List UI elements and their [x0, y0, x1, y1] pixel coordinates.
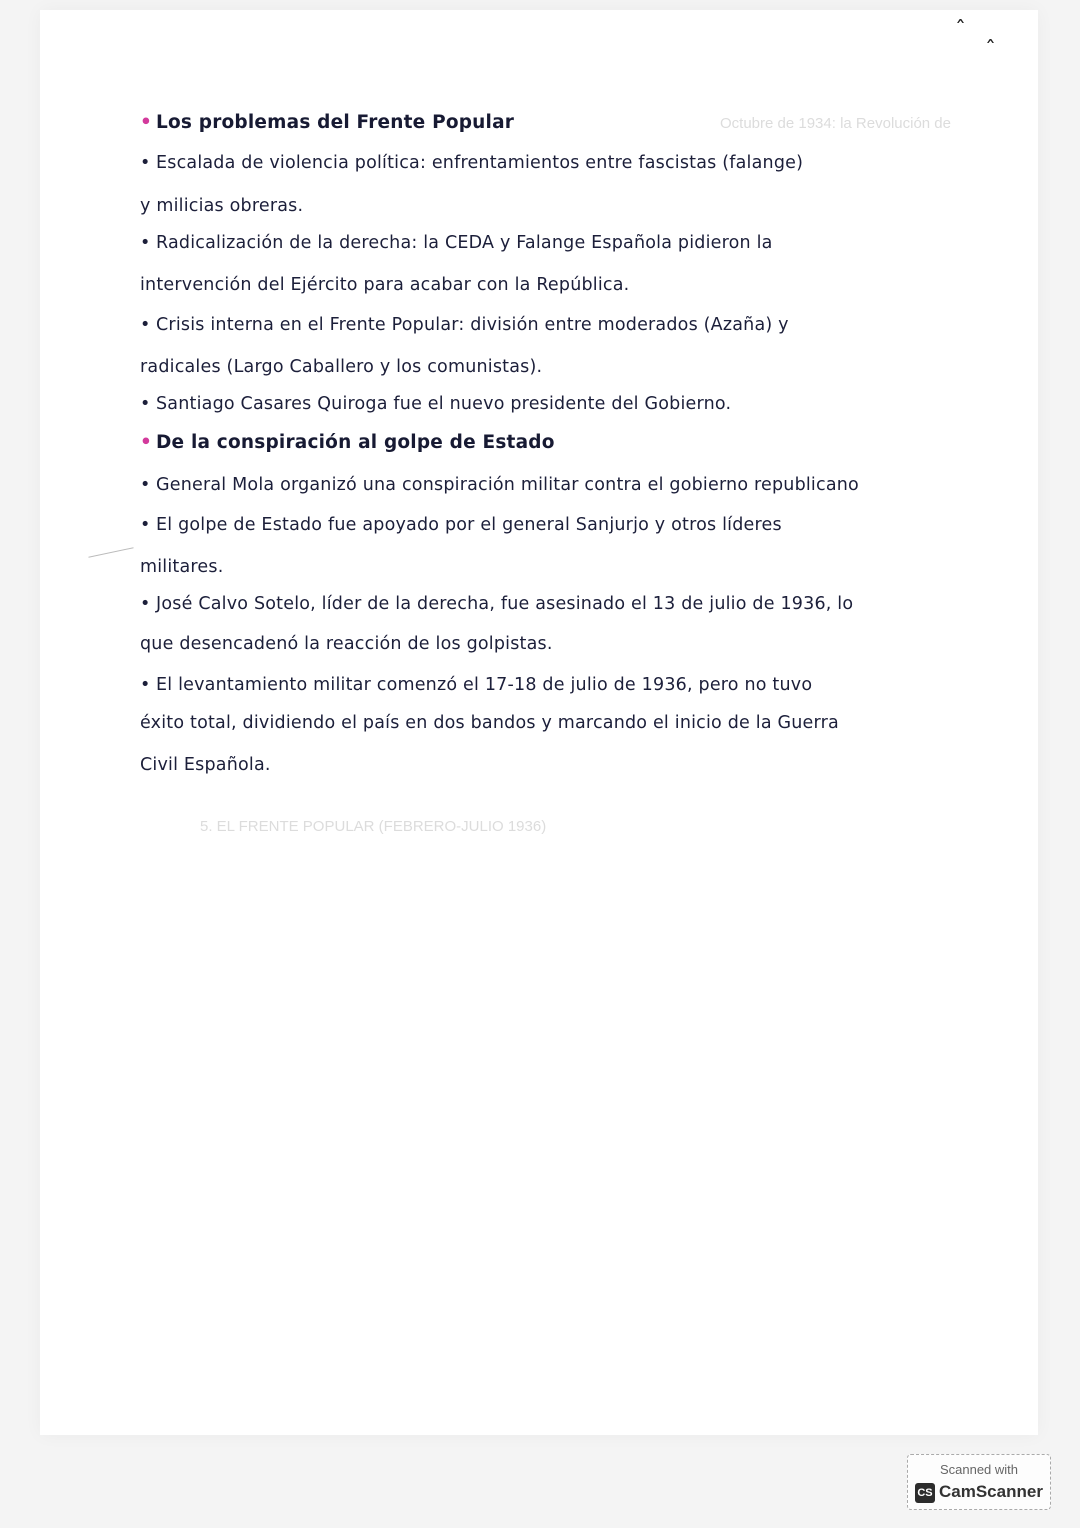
note-line [140, 394, 1020, 414]
watermark-brand: CamScanner [939, 1482, 1043, 1501]
bleed-through-heading: 5. EL FRENTE POPULAR (FEBRERO-JULIO 1936) [200, 818, 547, 835]
note-line [140, 315, 1020, 335]
section-heading [140, 432, 1020, 453]
note-line [140, 233, 1020, 253]
note-line [140, 634, 1020, 654]
bullet-icon: • [140, 594, 151, 614]
note-text: De la conspiración al golpe de Estado [156, 432, 555, 453]
note-text: El levantamiento militar comenzó el 17-18 de julio de 1936, pero no tuvo [156, 675, 813, 695]
camscanner-logo-icon: CS [915, 1483, 935, 1503]
section-heading [140, 112, 1020, 133]
note-line [140, 196, 1020, 216]
note-line [140, 515, 1020, 535]
note-text: Escalada de violencia política: enfrentamientos entre fascistas (falange) [156, 153, 804, 173]
camscanner-watermark [907, 1454, 1051, 1510]
bullet-icon: • [140, 233, 151, 253]
bullet-icon: • [140, 112, 153, 133]
bullet-icon: • [140, 394, 151, 414]
note-text: y milicias obreras. [140, 196, 304, 216]
note-line [140, 357, 1020, 377]
note-line [140, 755, 1020, 775]
note-text: Crisis interna en el Frente Popular: división entre moderados (Azaña) y [156, 315, 789, 335]
note-text: General Mola organizó una conspiración militar contra el gobierno republicano [156, 475, 859, 495]
note-text: El golpe de Estado fue apoyado por el general Sanjurjo y otros líderes [156, 515, 782, 535]
note-line [140, 275, 1020, 295]
note-text: intervención del Ejército para acabar con la República. [140, 275, 630, 295]
note-text: Radicalización de la derecha: la CEDA y Falange Española pidieron la [156, 233, 773, 253]
note-text: Los problemas del Frente Popular [156, 112, 515, 133]
note-line [140, 153, 1020, 173]
pen-mark: ˆ [955, 18, 966, 43]
bullet-icon: • [140, 315, 151, 335]
note-text: Civil Española. [140, 755, 271, 775]
note-line [140, 475, 1020, 495]
bleed-through-text: Octubre de 1934: la Revolución de [720, 115, 951, 132]
bullet-icon: • [140, 515, 151, 535]
note-text: éxito total, dividiendo el país en dos bandos y marcando el inicio de la Guerra [140, 713, 839, 733]
note-text: militares. [140, 557, 224, 577]
bullet-icon: • [140, 475, 151, 495]
note-line [140, 594, 1020, 614]
note-line [140, 675, 1020, 695]
note-text: que desencadenó la reacción de los golpistas. [140, 634, 553, 654]
pen-mark: ˆ [985, 38, 996, 63]
bullet-icon: • [140, 432, 153, 453]
note-text: radicales (Largo Caballero y los comunistas). [140, 357, 543, 377]
bullet-icon: • [140, 675, 151, 695]
note-text: José Calvo Sotelo, líder de la derecha, fue asesinado el 13 de julio de 1936, lo [156, 594, 854, 614]
note-line [140, 557, 1020, 577]
note-text: Santiago Casares Quiroga fue el nuevo presidente del Gobierno. [156, 394, 732, 414]
note-line [140, 713, 1020, 733]
bullet-icon: • [140, 153, 151, 173]
watermark-caption: Scanned with [939, 1462, 1019, 1477]
